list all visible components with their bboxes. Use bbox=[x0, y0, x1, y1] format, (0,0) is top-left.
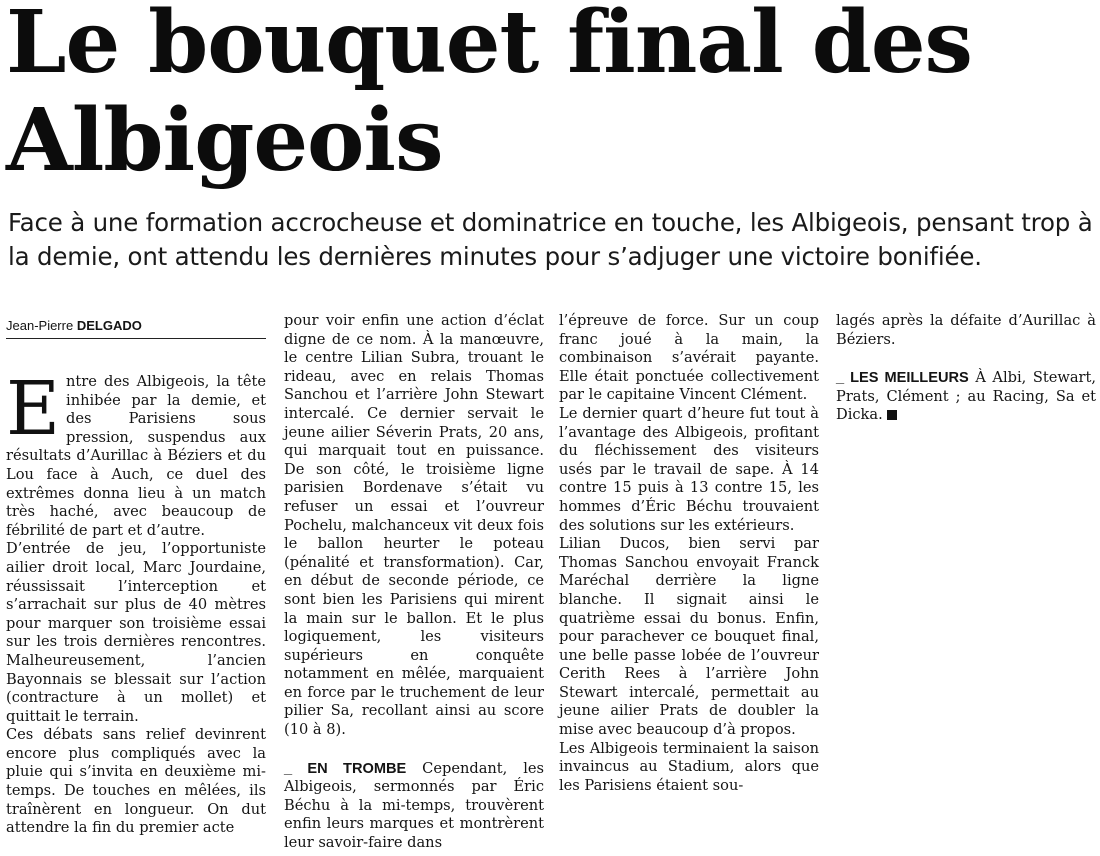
column-3 bbox=[559, 312, 819, 795]
end-mark-icon bbox=[887, 410, 897, 420]
byline-first-name: Jean-Pierre bbox=[6, 318, 74, 333]
column-1 bbox=[6, 318, 266, 838]
paragraph-3-part-2: pour voir enfin une action d’éclat digne de ce nom. À la manœuvre, le centre Lilian Subra, trouant le rideau, avec en relais Thomas Sanchou et l’arrière John Stewart intercalé. Ce dernier servait le jeune ailier Séverin Prats, 20 ans, qui marquait tout en puissance. De son côté, le troisième ligne parisien Bordenave s’était vu refuser un essai et l’ouvreur Pochelu, malchanceux vit deux fois le ballon heurter le poteau (pénalité et transformation). Car, en début de seconde période, ce sont bien les Parisiens qui mirent la main sur le ballon. Et le plus logiquement, les visiteurs supérieurs en conquête notamment en mêlée, marquaient en force par le truchement de leur pilier Sa, recollant ainsi au score (10 à 8). bbox=[284, 312, 544, 739]
subhead-en-trombe: _ EN TROMBE bbox=[284, 760, 407, 777]
paragraph-7-part-2: lagés après la défaite d’Aurillac à Béziers. bbox=[836, 312, 1096, 348]
headline: Le bouquet final des Albigeois bbox=[6, 0, 972, 191]
byline bbox=[6, 318, 266, 339]
paragraph-3-part-1: Ces débats sans relief devinrent encore plus compliqués avec la pluie qui s’invita en deuxième mi-temps. De touches en mêlées, ils traînèrent en longueur. On dut attendre la fin du premier acte bbox=[6, 726, 266, 837]
paragraph-6: Lilian Ducos, bien servi par Thomas Sanchou envoyait Franck Maréchal derrière la ligne blanche. Il signait ainsi le quatrième essai du bonus. Enfin, pour parachever ce bouquet final, une belle passe lobée de l’ouvreur Cerith Rees à l’arrière John Stewart intercalé, permettait au jeune ailier Prats de doubler la mise avec beaucoup d’à propos. bbox=[559, 535, 819, 739]
standfirst: Face à une formation accrocheuse et dominatrice en touche, les Albigeois, pensant trop à la demie, ont attendu les dernières minutes pour s’adjuger une victoire bonifiée. bbox=[8, 208, 1093, 271]
meilleurs-text: À Albi, Stewart, Prats, Clément ; au Racing, Sa et Dicka. bbox=[836, 369, 1097, 424]
paragraph-4: _ EN TROMBE Cependant, les Albigeois, sermonnés par Éric Béchu à la mi-temps, trouvèrent enfin leurs marques et montrèrent leur savoir-faire dans bbox=[284, 759, 544, 852]
drop-cap: E bbox=[6, 366, 61, 452]
paragraph-4-cont: l’épreuve de force. Sur un coup franc joué à la main, la combinaison s’avérait payante. Elle était ponctuée collectivement par le capitaine Vincent Clément. bbox=[559, 312, 819, 404]
paragraph-meilleurs bbox=[836, 369, 1096, 425]
paragraph-2: D’entrée de jeu, l’opportuniste ailier droit local, Marc Jourdaine, réussissait l’interception et s’arrachait sur plus de 40 mètres pour marquer son troisième essai sur les trois dernières rencontres. Malheureusement, l’ancien Bayonnais se blessait sur l’action (contracture à un mollet) et quittait le terrain. bbox=[6, 540, 266, 725]
column-4 bbox=[836, 312, 1096, 425]
paragraph-5: Le dernier quart d’heure fut tout à l’avantage des Albigeois, profitant du fléchissement des visiteurs usés par le travail de sape. À 14 contre 15 puis à 13 contre 15, les hommes d’Éric Béchu trouvaient des solutions sur les extérieurs. bbox=[559, 404, 819, 534]
paragraph-intro-text: ntre des Albigeois, la tête inhibée par la demie, et des Parisiens sous pression, suspendus aux résultats d’Aurillac à Béziers et du Lou face à Auch, ce duel des extrêmes donna lieu à un match très haché, avec beaucoup de fébrilité de part et d’autre. bbox=[6, 373, 266, 539]
column-2 bbox=[284, 312, 544, 853]
subhead-les-meilleurs: _ LES MEILLEURS bbox=[836, 370, 969, 387]
paragraph-7-part-1: Les Albigeois terminaient la saison invaincus au Stadium, alors que les Parisiens étaient sou- bbox=[559, 739, 819, 794]
paragraph-intro bbox=[6, 366, 266, 540]
byline-last-name: DELGADO bbox=[76, 318, 142, 333]
